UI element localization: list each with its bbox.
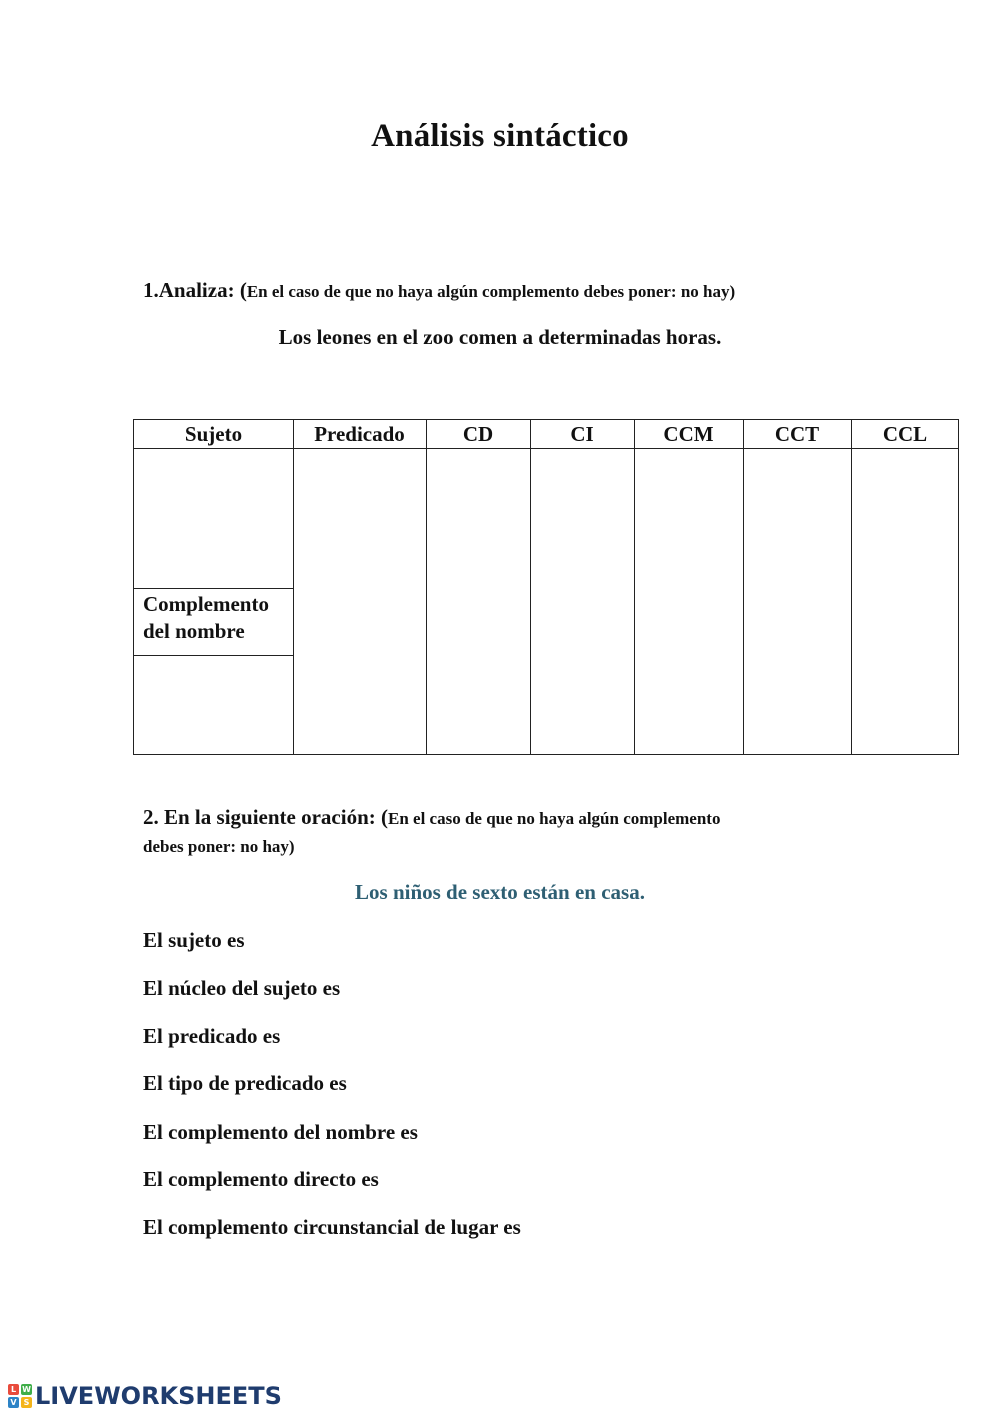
- prompt-complemento-directo: El complemento directo es: [143, 1167, 379, 1191]
- answer-cell-cd[interactable]: [427, 449, 530, 755]
- question-2-instruction: [143, 805, 720, 830]
- answer-cell-complemento-del-nombre[interactable]: [134, 656, 293, 755]
- question-1-sentence: Los leones en el zoo comen a determinadas horas.: [278, 325, 722, 349]
- page-title: Análisis sintáctico: [371, 118, 629, 154]
- question-2-label: 2. En la siguiente oración: (: [143, 805, 388, 829]
- analysis-table: [133, 419, 959, 755]
- question-1-note: En el caso de que no haya algún complemento debes poner: no hay): [246, 282, 736, 301]
- complemento-label-line1: Complemento: [143, 592, 269, 616]
- prompt-sujeto: El sujeto es: [143, 928, 245, 952]
- logo-icon: [8, 1384, 32, 1408]
- liveworksheets-logo: [8, 1381, 282, 1411]
- complemento-del-nombre-label: [143, 591, 293, 645]
- prompt-complemento-lugar: El complemento circunstancial de lugar es: [143, 1215, 521, 1239]
- logo-square: S: [21, 1397, 32, 1408]
- header-cd: CD: [462, 422, 494, 446]
- header-sujeto: Sujeto: [184, 422, 243, 446]
- answer-cell-ccm[interactable]: [635, 449, 743, 755]
- header-predicado: Predicado: [314, 422, 405, 446]
- answer-cell-predicado[interactable]: [294, 449, 426, 755]
- header-ccm: CCM: [663, 422, 714, 446]
- complemento-label-line2: del nombre: [143, 619, 245, 643]
- question-2-note-line2: debes poner: no hay): [143, 837, 295, 856]
- table-row-divider: [134, 588, 293, 589]
- prompt-predicado: El predicado es: [143, 1024, 281, 1048]
- answer-cell-ccl[interactable]: [852, 449, 958, 755]
- logo-square: W: [22, 1385, 31, 1394]
- question-1-instruction: [143, 278, 735, 303]
- prompt-nucleo-sujeto: El núcleo del sujeto es: [143, 976, 341, 1000]
- prompt-tipo-predicado: El tipo de predicado es: [143, 1071, 347, 1095]
- logo-square: L: [8, 1384, 19, 1395]
- logo-text: LIVEWORKSHEETS: [35, 1382, 282, 1410]
- answer-cell-sujeto[interactable]: [134, 449, 293, 588]
- prompt-complemento-nombre: El complemento del nombre es: [143, 1120, 418, 1144]
- answer-cell-cct[interactable]: [744, 449, 851, 755]
- answer-cell-ci[interactable]: [531, 449, 634, 755]
- header-ci: CI: [570, 422, 594, 446]
- question-2-sentence: Los niños de sexto están en casa.: [355, 880, 645, 904]
- header-cct: CCT: [774, 422, 820, 446]
- question-1-label: 1.Analiza: (: [143, 278, 247, 302]
- question-2-note-line1: En el caso de que no haya algún complemento: [388, 809, 721, 828]
- header-ccl: CCL: [882, 422, 928, 446]
- logo-square: V: [8, 1397, 19, 1408]
